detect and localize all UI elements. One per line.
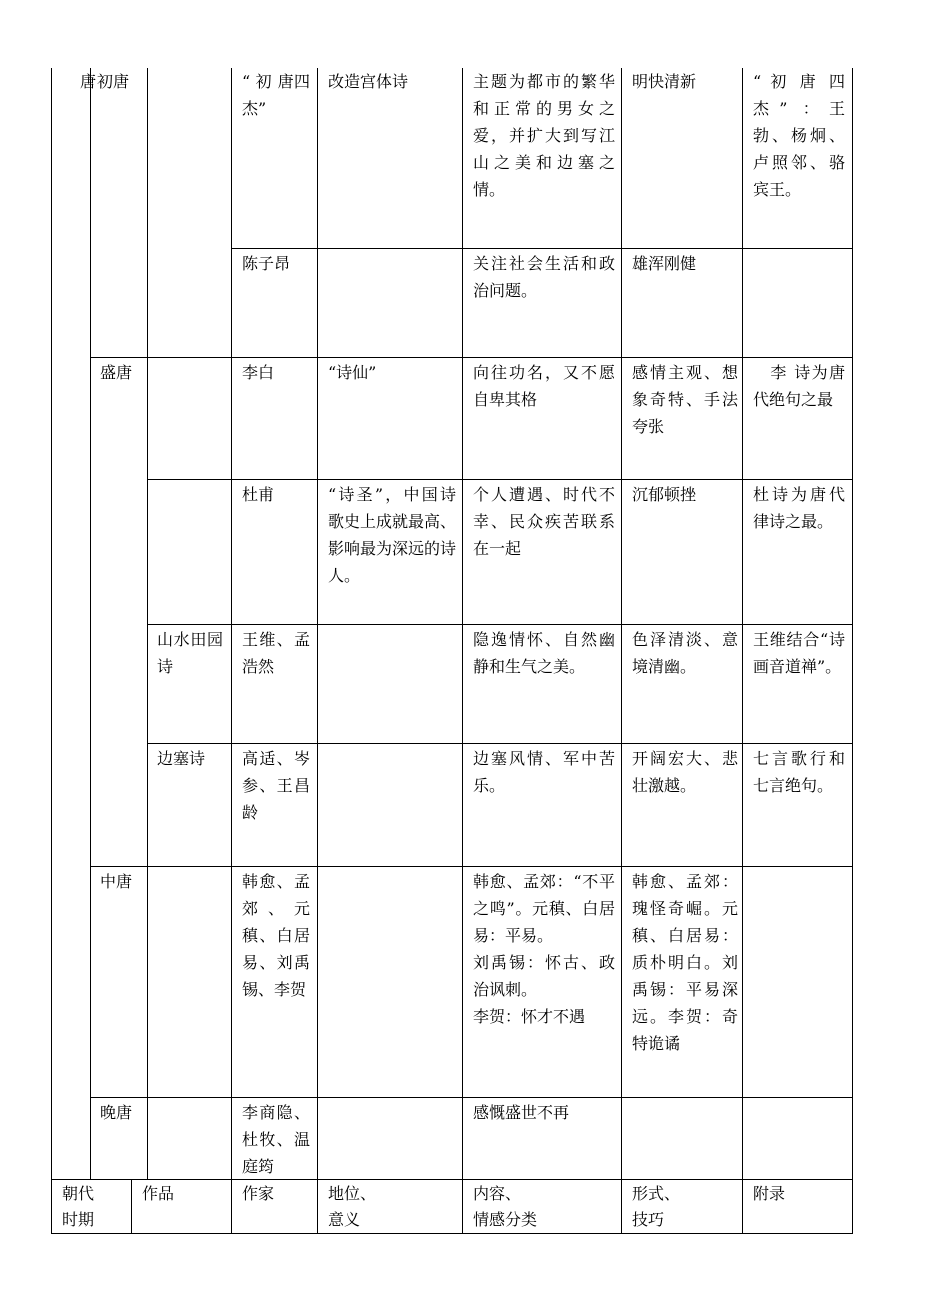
appendix-column-divider (742, 68, 743, 1234)
dynasty-label: 唐 (80, 72, 97, 91)
row-divider (147, 479, 853, 480)
footer-content-line: 情感分类 (473, 1210, 538, 1229)
author-cell: 杜甫 (242, 485, 275, 504)
status-cell: “诗仙” (328, 363, 377, 382)
table-border-bottom (51, 1233, 853, 1234)
footer-period-divider (131, 1179, 132, 1234)
category-cell: 边塞诗 (157, 749, 206, 768)
period-label-early: 初唐 (97, 72, 130, 91)
form-cell: 明快清新 (632, 72, 697, 91)
footer-period-line: 朝代 (62, 1184, 95, 1203)
period-label-high: 盛唐 (100, 363, 133, 382)
content-cell: 感慨盛世不再 (473, 1103, 570, 1122)
content-line: 李贺：怀才不遇 (473, 1007, 586, 1026)
author-cell: 韩愈、孟郊 、 元稹、白居易、刘禹锡、李贺 (242, 872, 310, 999)
content-cell: 个人遭遇、时代不幸、民众疾苦联系在一起 (473, 485, 615, 558)
form-cell: 感情主观、想象奇特、手法夸张 (632, 363, 738, 436)
author-column-divider (231, 68, 232, 1234)
appendix-cell: “ 初 唐 四杰” ：王勃、杨炯、卢照邻、骆宾王。 (753, 72, 845, 199)
dynasty-column-divider (90, 68, 91, 1179)
row-divider (147, 624, 853, 625)
footer-form-line: 形式、 (632, 1184, 681, 1203)
appendix-cell: 杜诗为唐代律诗之最。 (753, 485, 845, 531)
form-column-divider (621, 68, 622, 1234)
row-divider (90, 1097, 853, 1098)
status-column-divider (317, 68, 318, 1234)
appendix-cell: 王维结合“诗画音道禅”。 (753, 630, 845, 676)
period-label-late: 晚唐 (100, 1103, 133, 1122)
content-column-divider (462, 68, 463, 1234)
content-cell (473, 868, 615, 1030)
status-cell: 改造宫体诗 (328, 72, 409, 91)
table-border-left (51, 68, 52, 1234)
row-divider (231, 248, 853, 249)
row-divider (90, 866, 853, 867)
footer-works: 作品 (142, 1184, 175, 1203)
content-line: 刘禹锡：怀古、政治讽刺。 (473, 953, 615, 999)
form-cell: 雄浑刚健 (632, 254, 697, 273)
form-cell: 开阔宏大、悲壮激越。 (632, 749, 738, 795)
content-cell: 向往功名，又不愿自卑其格 (473, 363, 615, 409)
author-cell: 王维、孟浩然 (242, 630, 310, 676)
table-border-right (852, 68, 853, 1234)
footer-content-line: 内容、 (473, 1184, 522, 1203)
footer-period-line: 时期 (62, 1210, 95, 1229)
author-cell: 陈子昂 (242, 254, 291, 273)
content-cell: 主题为都市的繁华和正常的男女之爱，并扩大到写江山之美和边塞之情。 (473, 72, 615, 199)
form-cell: 沉郁顿挫 (632, 485, 697, 504)
content-cell: 关注社会生活和政治问题。 (473, 254, 615, 300)
form-cell: 韩愈、孟郊：瑰怪奇崛。元稹、白居易：质朴明白。刘禹锡：平易深远。李贺：奇特诡谲 (632, 872, 738, 1053)
status-cell: “诗圣”，中国诗歌史上成就最高、影响最为深远的诗人。 (328, 485, 457, 585)
period-label-mid: 中唐 (100, 872, 133, 891)
author-cell: 李白 (242, 363, 275, 382)
author-cell: 李商隐、杜牧、温庭筠 (242, 1103, 310, 1176)
appendix-cell: 李 诗为唐代绝句之最 (753, 363, 845, 409)
footer-appendix: 附录 (753, 1184, 786, 1203)
author-cell: “ 初 唐四杰” (242, 72, 310, 118)
form-cell: 色泽清淡、意境清幽。 (632, 630, 738, 676)
appendix-cell: 七言歌行和七言绝句。 (753, 749, 845, 795)
footer-status-line: 意义 (328, 1210, 361, 1229)
row-divider (90, 357, 853, 358)
content-cell: 边塞风情、军中苦乐。 (473, 749, 615, 795)
footer-status-line: 地位、 (328, 1184, 377, 1203)
footer-author: 作家 (242, 1184, 275, 1203)
content-cell: 隐逸情怀、自然幽静和生气之美。 (473, 630, 615, 676)
content-line: 韩愈、孟郊：“不平之鸣”。元稹、白居易：平易。 (473, 872, 615, 945)
footer-form-line: 技巧 (632, 1210, 665, 1229)
row-divider (147, 743, 853, 744)
category-cell: 山水田园诗 (157, 630, 223, 676)
author-cell: 高适、岑参、王昌龄 (242, 749, 310, 822)
